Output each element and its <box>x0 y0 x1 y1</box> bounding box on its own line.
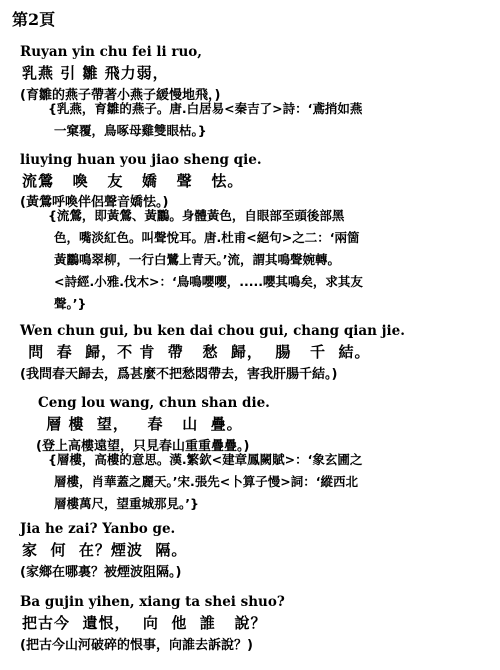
verse-translation: (家鄉在哪裏？被煙波阻隔。) <box>20 565 182 580</box>
verse-note-line: 色，嘴淡紅色。叫聲悅耳。唐.杜甫<絕句>之二：‘兩箇 <box>54 230 360 245</box>
verse-pinyin: Wen chun gui, bu ken dai chou gui, chang qian jie. <box>20 323 405 339</box>
verse-note-line: 聲。’} <box>54 296 87 311</box>
verse-chinese: 流鶯 喚 友 嬌 聲 怯。 <box>22 172 244 190</box>
verse-note-line: 一窠覆，鳥啄母雞雙眼枯。} <box>54 123 207 138</box>
verse-pinyin: liuying huan you jiao sheng qie. <box>20 152 262 168</box>
verse-chinese: 層 樓 望， 春 山 疊。 <box>40 415 243 433</box>
verse-note-line: {流鶯，即黃鶯、黃鸝。身體黃色，自眼部至頭後部黑 <box>48 208 345 223</box>
verse-translation: (我問春天歸去，爲甚麼不把愁悶帶去，害我肝腸千結。) <box>20 367 338 382</box>
verse-chinese: 問 春 歸，不 肯 帶 愁 歸， 腸 千 結。 <box>22 343 371 361</box>
verse-chinese: 把古今 遺恨， 向 他 誰 說？ <box>22 614 267 632</box>
verse-translation: (育雛的燕子帶著小燕子緩慢地飛，) <box>20 88 221 103</box>
verse-translation: (黃鶯呼喚伴侶聲音嬌怯。) <box>20 195 169 210</box>
verse-note-line: 層樓萬尺，望重城那見。’} <box>54 496 199 511</box>
verse-pinyin: Ruyan yin chu fei li ruo, <box>20 44 202 60</box>
verse-pinyin: Ceng lou wang, chun shan die. <box>38 395 270 411</box>
verse-pinyin: Ba gujin yihen, xiang ta shei shuo? <box>20 594 285 610</box>
verse-note-line: 黃鸝鳴翠柳，一行白鷺上青天。’流，謂其鳴聲婉轉。 <box>54 252 340 267</box>
verse-note-line: {層樓，高樓的意思。漢.繁欽<建章鳳闕賦>：‘象玄圃之 <box>48 452 363 467</box>
verse-note-line: 層樓，肖華蓋之麗天。’宋.張先<卜算子慢>詞：‘縱西北 <box>54 474 358 489</box>
verse-note-line: <詩經.小雅.伐木>：‘鳥鳴嚶嚶，.....嚶其鳴矣，求其友 <box>54 274 363 289</box>
page-number: 第2頁 <box>12 10 56 29</box>
verse-translation: (把古今山河破碎的恨事，向誰去訴說？) <box>20 638 253 653</box>
verse-translation: (登上高樓遠望，只見春山重重疊疊。) <box>36 439 250 454</box>
verse-chinese: 家 何 在？煙波 隔。 <box>22 541 188 559</box>
verse-pinyin: Jia he zai? Yanbo ge. <box>20 521 176 537</box>
verse-note-line: {乳燕，育雛的燕子。唐.白居易<秦吉了>詩：‘鳶捎如燕 <box>48 101 363 116</box>
verse-chinese: 乳燕 引 雛 飛力弱， <box>22 64 169 82</box>
